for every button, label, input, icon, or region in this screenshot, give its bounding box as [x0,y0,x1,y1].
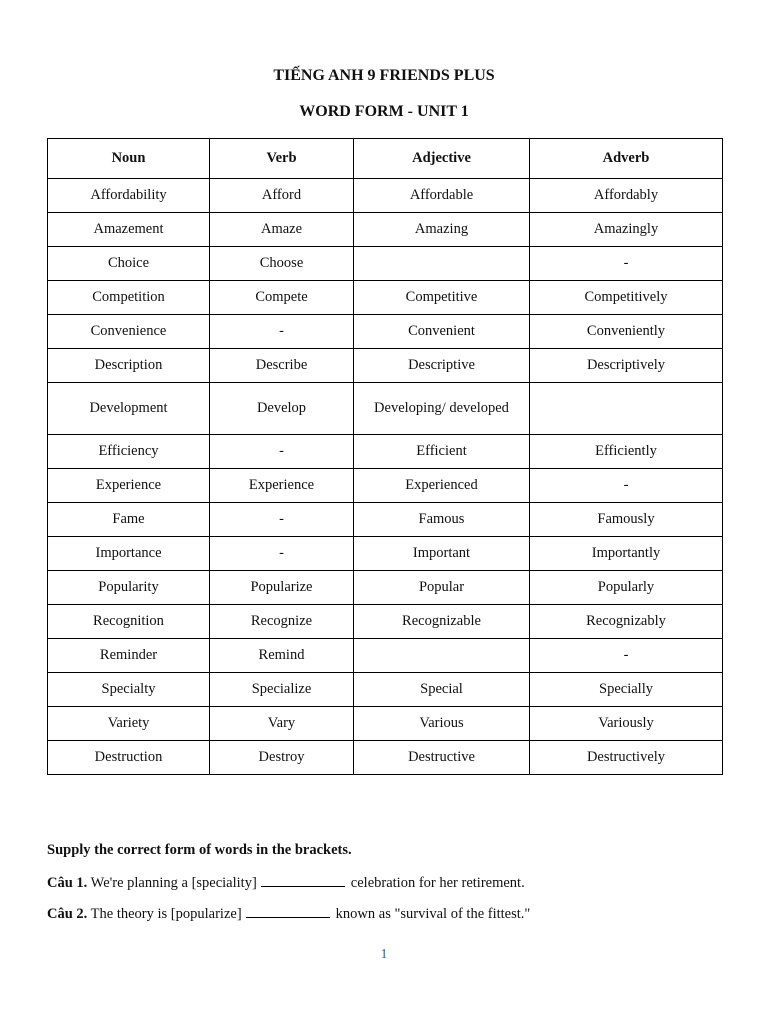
question-2-text-before: The theory is [popularize] [90,906,242,922]
adjective-cell [354,247,530,281]
verb-cell: - [210,503,354,537]
verb-cell: Choose [210,247,354,281]
adjective-cell: Various [354,707,530,741]
table-row [48,383,723,435]
table-row [48,469,723,503]
table-row [48,673,723,707]
question-2 [47,905,530,923]
table-row [48,213,723,247]
adverb-cell: Popularly [530,571,723,605]
header-verb: Verb [210,139,354,179]
table-row [48,349,723,383]
adverb-cell: Famously [530,503,723,537]
adjective-cell: Important [354,537,530,571]
question-1 [47,874,525,892]
verb-cell: Recognize [210,605,354,639]
noun-cell: Reminder [48,639,210,673]
adverb-cell: - [530,639,723,673]
verb-cell: Develop [210,383,354,435]
word-form-table [47,138,723,775]
document-title: TIẾNG ANH 9 FRIENDS PLUS [273,67,495,84]
adverb-cell: - [530,469,723,503]
noun-cell: Importance [48,537,210,571]
adverb-cell: Destructively [530,741,723,775]
adjective-cell: Famous [354,503,530,537]
adjective-cell: Descriptive [354,349,530,383]
adjective-cell: Special [354,673,530,707]
adverb-cell: Efficiently [530,435,723,469]
table-row [48,605,723,639]
noun-cell: Amazement [48,213,210,247]
table-row [48,435,723,469]
question-2-blank [246,905,330,918]
noun-cell: Experience [48,469,210,503]
noun-cell: Efficiency [48,435,210,469]
page-number: 1 [380,947,388,962]
adjective-cell: Destructive [354,741,530,775]
noun-cell: Popularity [48,571,210,605]
verb-cell: Afford [210,179,354,213]
adverb-cell: Conveniently [530,315,723,349]
adjective-cell: Experienced [354,469,530,503]
noun-cell: Choice [48,247,210,281]
verb-cell: Amaze [210,213,354,247]
table-row [48,707,723,741]
noun-cell: Competition [48,281,210,315]
verb-cell: Compete [210,281,354,315]
adverb-cell: Competitively [530,281,723,315]
adjective-cell: Amazing [354,213,530,247]
header-noun: Noun [48,139,210,179]
verb-cell: Remind [210,639,354,673]
table-row [48,741,723,775]
adjective-cell: Affordable [354,179,530,213]
adjective-cell: Efficient [354,435,530,469]
question-1-blank [261,874,345,887]
question-1-text-before: We're planning a [speciality] [90,875,257,891]
question-2-text-after: known as "survival of the fittest." [335,906,531,922]
table-row [48,503,723,537]
verb-cell: - [210,537,354,571]
adjective-cell: Convenient [354,315,530,349]
table-row [48,571,723,605]
table-row [48,179,723,213]
verb-cell: Describe [210,349,354,383]
noun-cell: Convenience [48,315,210,349]
noun-cell: Development [48,383,210,435]
noun-cell: Description [48,349,210,383]
table-row [48,315,723,349]
adverb-cell: Amazingly [530,213,723,247]
adjective-cell: Recognizable [354,605,530,639]
noun-cell: Affordability [48,179,210,213]
noun-cell: Fame [48,503,210,537]
noun-cell: Recognition [48,605,210,639]
adjective-cell: Developing/ developed [354,383,530,435]
verb-cell: - [210,315,354,349]
verb-cell: Vary [210,707,354,741]
adjective-cell: Popular [354,571,530,605]
question-1-label: Câu 1. [47,875,88,891]
adverb-cell: - [530,247,723,281]
header-adjective: Adjective [354,139,530,179]
noun-cell: Destruction [48,741,210,775]
table-row [48,281,723,315]
verb-cell: Specialize [210,673,354,707]
adjective-cell [354,639,530,673]
adverb-cell: Importantly [530,537,723,571]
adverb-cell: Descriptively [530,349,723,383]
document-subtitle: WORD FORM - UNIT 1 [299,103,469,120]
header-adverb: Adverb [530,139,723,179]
question-2-label: Câu 2. [47,906,88,922]
table-row [48,537,723,571]
adverb-cell [530,383,723,435]
verb-cell: - [210,435,354,469]
adjective-cell: Competitive [354,281,530,315]
table-header-row [48,139,723,179]
table-row [48,247,723,281]
verb-cell: Experience [210,469,354,503]
noun-cell: Specialty [48,673,210,707]
adverb-cell: Recognizably [530,605,723,639]
table-row [48,639,723,673]
verb-cell: Popularize [210,571,354,605]
question-1-text-after: celebration for her retirement. [350,875,525,891]
adverb-cell: Specially [530,673,723,707]
adverb-cell: Affordably [530,179,723,213]
verb-cell: Destroy [210,741,354,775]
exercise-instruction: Supply the correct form of words in the brackets. [47,842,352,858]
noun-cell: Variety [48,707,210,741]
adverb-cell: Variously [530,707,723,741]
